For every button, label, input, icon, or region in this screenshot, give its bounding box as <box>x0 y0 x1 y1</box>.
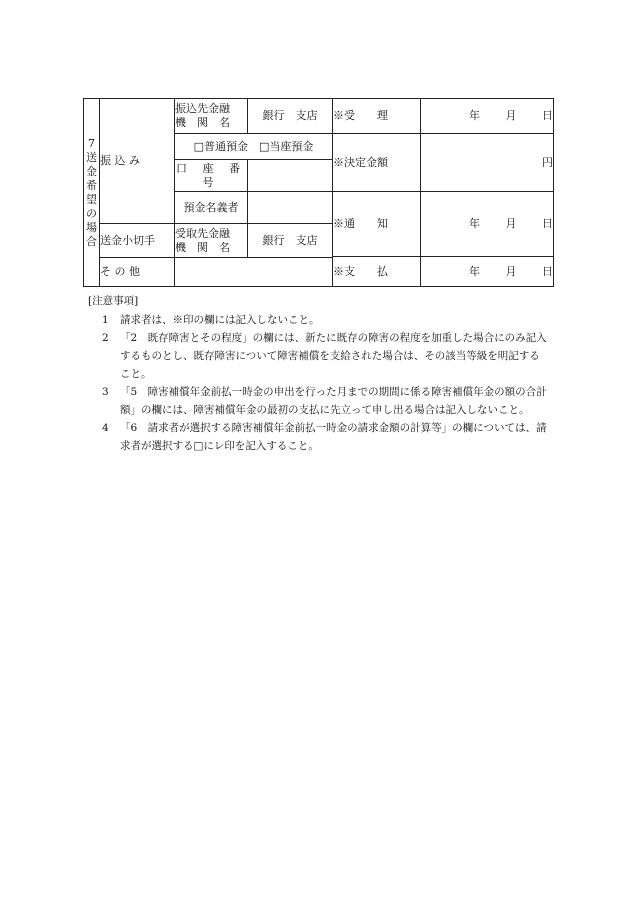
furikomi-bank-label-cell <box>175 99 248 134</box>
tsuchi-label: ※通 知 <box>333 192 421 257</box>
furikomi-label: 振 込 み <box>100 154 140 168</box>
furikomi-label-cell <box>100 99 175 224</box>
notes-heading: [注意事項] <box>88 295 139 307</box>
kogitte-label: 送金小切手 <box>100 224 175 258</box>
other-label: そ の 他 <box>100 258 175 287</box>
note-number: 2 <box>102 332 109 344</box>
furikomi-bank-value[interactable]: 銀行 支店 <box>248 99 333 134</box>
note-item <box>102 419 548 455</box>
kettei-amount-field[interactable] <box>421 134 554 192</box>
shiharai-year: 年 <box>469 264 480 278</box>
note-text: 「5 障害補償年金前払一時金の申出を行った月までの期間に係る障害補償年金の額の合計額」の欄には、障害補償年金の最初の支払に先立って申し出る場合は記入しないこと。 <box>120 386 547 416</box>
account-holder-field[interactable] <box>248 192 333 224</box>
juri-year: 年 <box>469 109 480 123</box>
kettei-label: ※決定金額 <box>333 134 421 192</box>
furikomi-bank-label-line1: 振込先金融 <box>175 102 230 115</box>
note-text: 「6 請求者が選択する障害補償年金前払一時金の請求金額の計算等」の欄については、請求者が選択する□にレ印を記入すること。 <box>120 422 547 452</box>
tsuchi-year: 年 <box>469 217 480 231</box>
kogitte-bank-value[interactable]: 銀行 支店 <box>248 224 333 258</box>
kogitte-bank-label-line1: 受取先金融 <box>175 226 230 240</box>
other-field[interactable] <box>175 258 333 287</box>
note-number: 4 <box>102 422 109 434</box>
note-item <box>102 311 548 329</box>
account-number-field[interactable] <box>248 160 333 192</box>
juri-month: 月 <box>505 109 517 123</box>
furikomi-bank-label-line2: 機 関 名 <box>175 116 230 129</box>
remittance-form-table <box>83 98 554 287</box>
shiharai-date-field[interactable] <box>421 257 554 287</box>
account-type-options[interactable]: □普通預金 □当座預金 <box>175 134 333 160</box>
juri-day: 日 <box>542 109 553 123</box>
account-holder-label: 預金名義者 <box>175 192 248 224</box>
shiharai-label: ※支 払 <box>333 257 421 287</box>
tsuchi-month: 月 <box>505 217 517 231</box>
kogitte-bank-label-line2: 機 関 名 <box>175 240 230 254</box>
note-text: 請求者は、※印の欄には記入しないこと。 <box>120 314 320 326</box>
juri-date-field[interactable] <box>421 99 554 134</box>
note-item <box>102 383 548 419</box>
kogitte-bank-label-cell <box>175 224 248 258</box>
note-item <box>102 329 548 383</box>
note-number: 1 <box>102 314 109 326</box>
juri-label: ※受 理 <box>333 99 421 134</box>
notes-section <box>88 292 548 455</box>
yen-unit: 円 <box>542 155 553 169</box>
shiharai-month: 月 <box>505 264 517 278</box>
tsuchi-day: 日 <box>542 217 553 231</box>
note-text: 「2 既存障害とその程度」の欄には、新たに既存の障害の程度を加重した場合にのみ記入するものとし、既存障害について障害補償を支給された場合は、その該当等級を明記すること。 <box>120 332 547 380</box>
tsuchi-date-field[interactable] <box>421 192 554 257</box>
section-title: 7送金希望の場合 <box>86 136 97 248</box>
note-number: 3 <box>102 386 109 398</box>
account-number-label: 口 座 番 号 <box>175 160 248 192</box>
shiharai-day: 日 <box>542 264 553 278</box>
section-title-cell <box>84 99 100 287</box>
